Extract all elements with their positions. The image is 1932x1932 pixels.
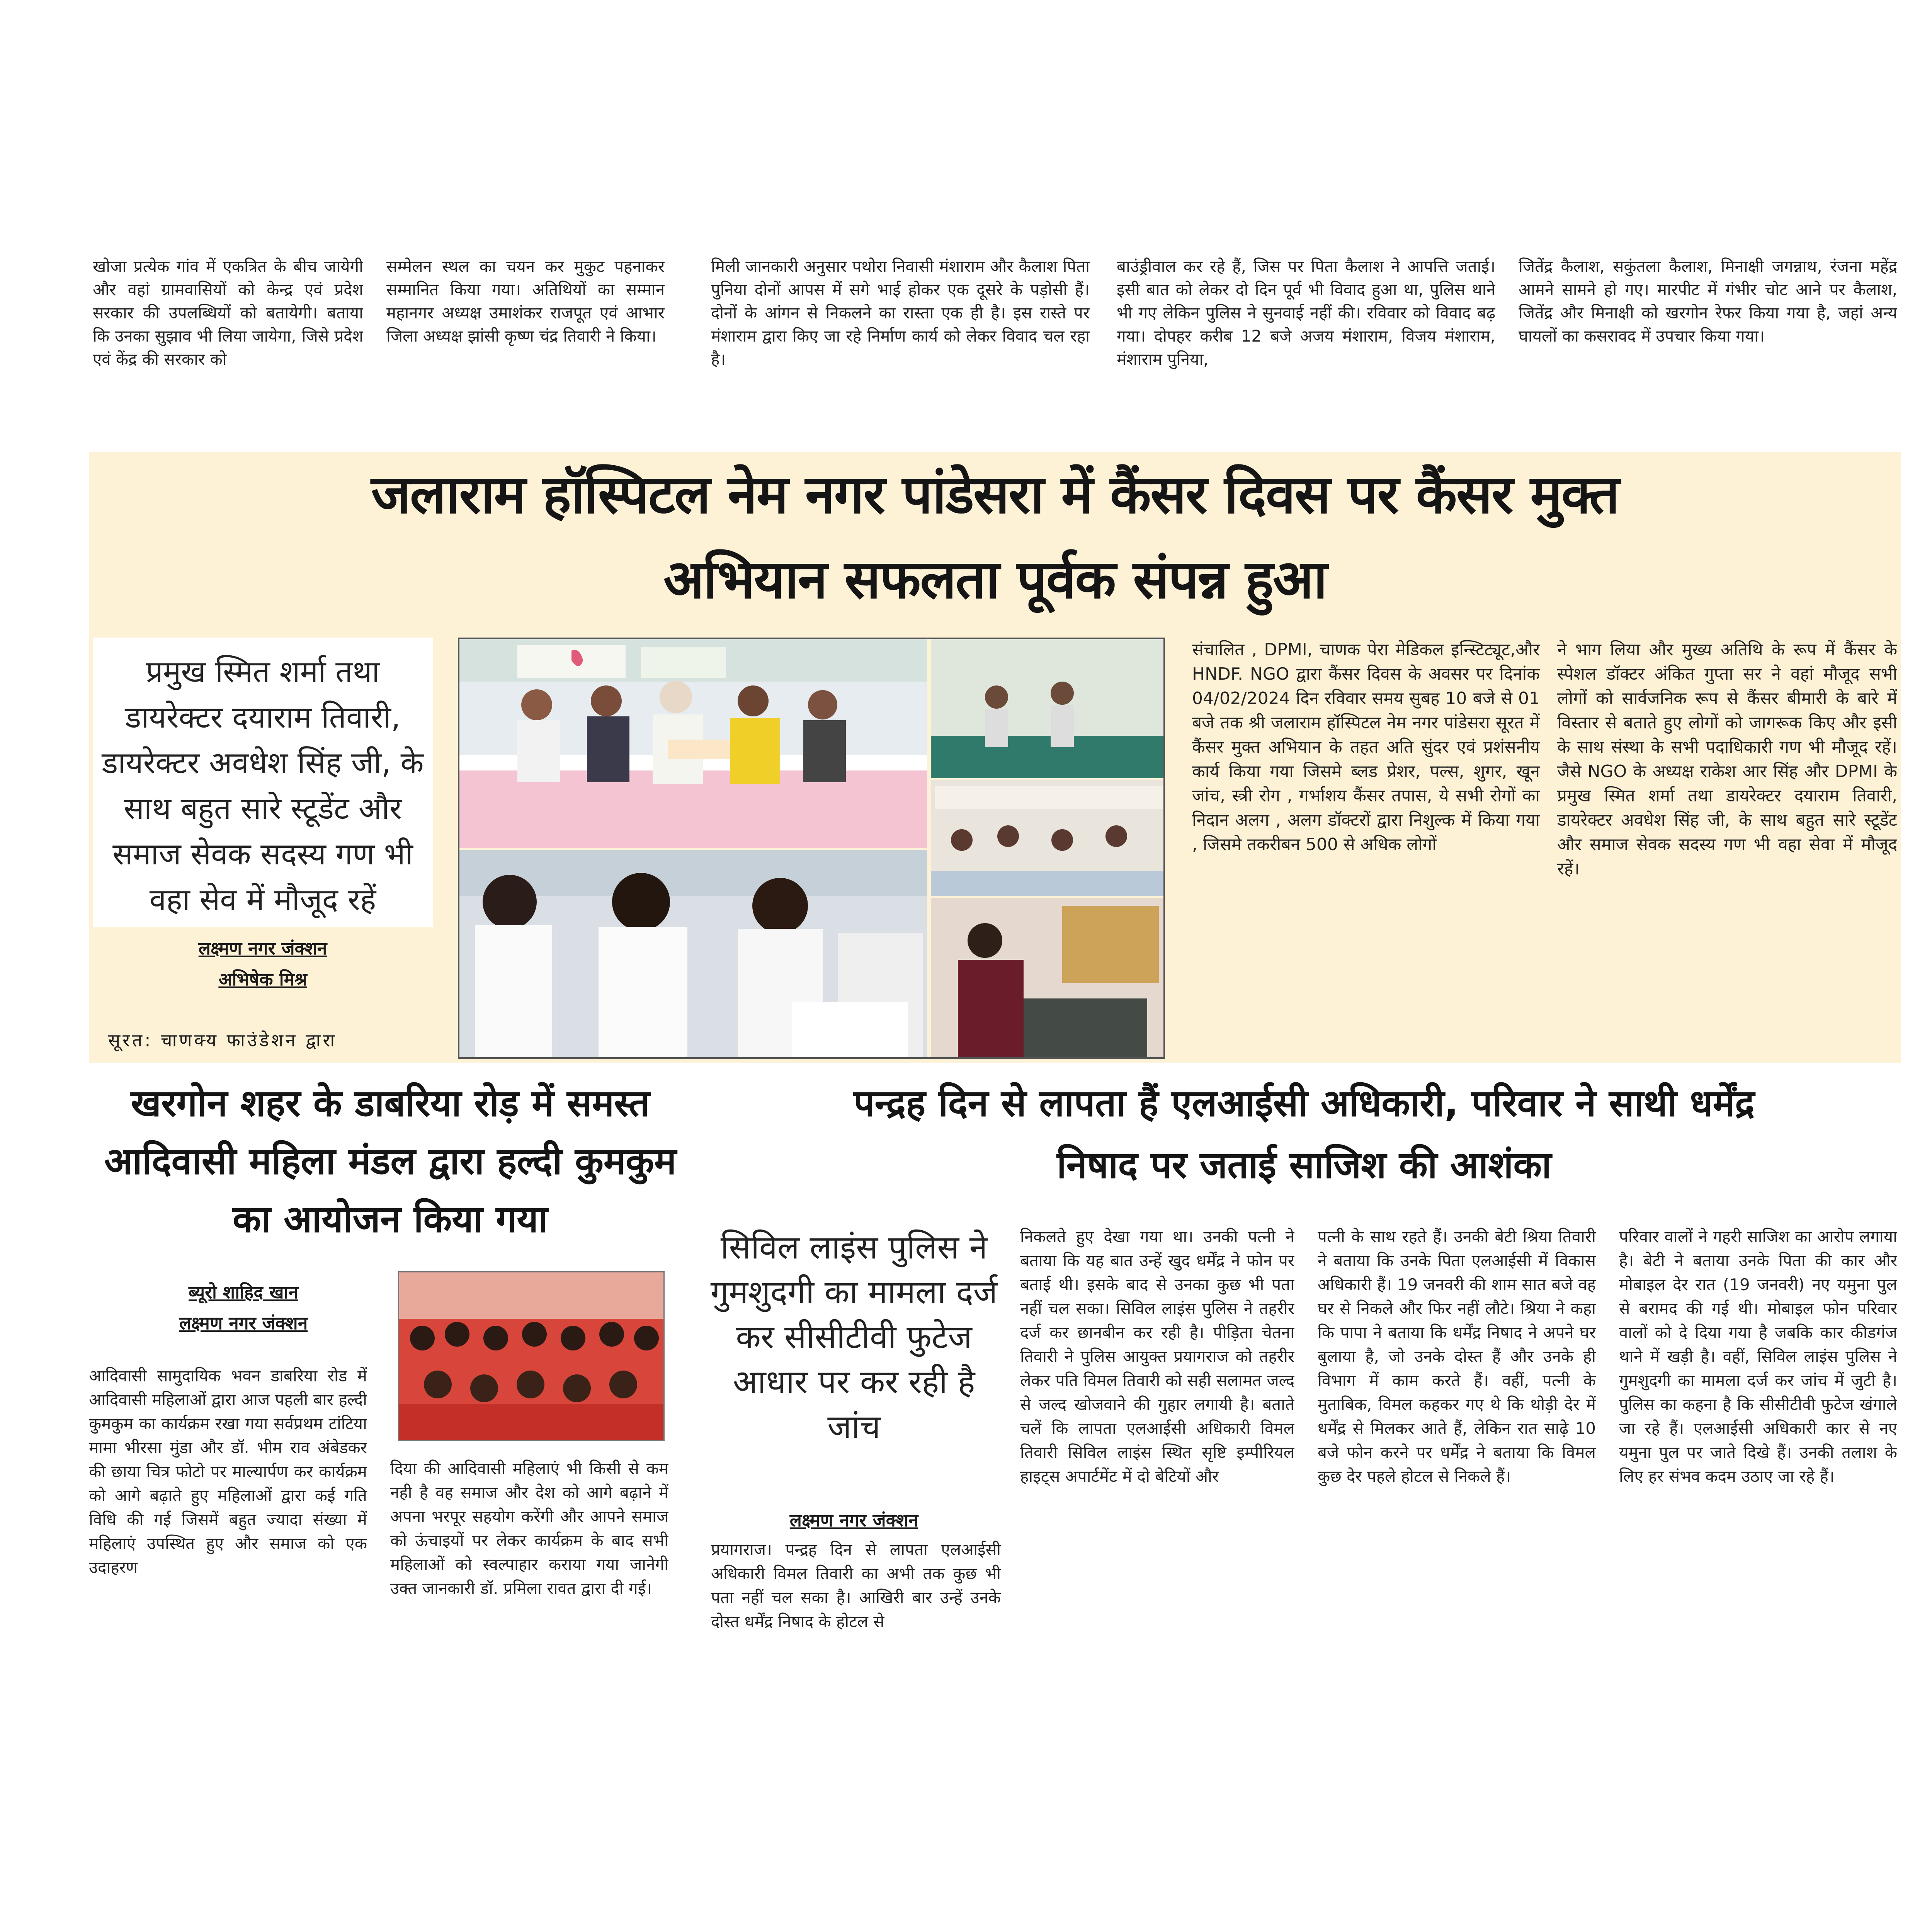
haldi-event-photo-image <box>399 1272 665 1441</box>
lic-story-column-4: परिवार वालों ने गहरी साजिश का आरोप लगाया है। बेटी ने बताया उनके पिता की कार और मोबाइल देर रात (19 जनवरी) नए यमुना पुल से बरामद की गई थी। मोबाइल फोन परिवार वालों को दे दिया गया है जबकि कार कीडगंज थाने में खड़ी है। वहीं, सिविल लाइंस पुलिस ने गुमशुदगी का मामला दर्ज कर जांच में जुटी है। पुलिस का कहना है कि सीसीटीवी फुटेज खंगाले जा रहे हैं। एलआईसी अधिकारी कार से नए यमुना पुल पर जाते दिखे हैं। उनकी तलाश के लिए हर संभव कदम उठाए जा रहे हैं। <box>1619 1227 1897 1486</box>
haldi-story-byline-name: ब्यूरो शाहिद खान <box>189 1282 298 1303</box>
cancer-story-highlight-text: प्रमुख स्मित शर्मा तथा डायरेक्टर दयाराम तिवारी, डायरेक्टर अवधेश सिंह जी, के साथ बहुत सारे स्टूडेंट और समाज सेवक सदस्य गण भी वहा सेव में मौजूद रहें <box>102 655 424 917</box>
top-strip-column-3: मिली जानकारी अनुसार पथोरा निवासी मंशाराम और कैलाश पिता पुनिया दोनों आपस में सगे भाई होकर एक दूसरे के पड़ोसी हैं। दोनों के आंगन से निकलने का रास्ता एक ही है। इस रास्ते पर मंशाराम द्वारा किए जा रहे निर्माण कार्य को लेकर विवाद चल रहा है। <box>711 257 1090 369</box>
lic-story-sidebar-highlight: सिविल लाइंस पुलिस ने गुमशुदगी का मामला दर्ज कर सीसीटीवी फुटेज आधार पर कर रही है जांच <box>710 1228 998 1446</box>
cancer-story-byline-place: लक्ष्मण नगर जंक्शन <box>198 938 327 959</box>
haldi-event-photo <box>398 1271 665 1441</box>
cancer-story-headline-line-2: अभियान सफलता पूर्वक संपन्न हुआ <box>663 548 1327 611</box>
top-strip-column-1: खोजा प्रत्येक गांव में एकत्रित के बीच जायेगी और वहां ग्रामवासियों को केन्द्र एवं प्रदेश सरकार की उपलब्धियों को बतायेगी। बताया कि उनका सुझाव भी लिया जायेगा, जिसे प्रदेश एवं केंद्र की सरकार को <box>93 257 363 369</box>
cancer-story-highlight-box <box>93 638 433 927</box>
top-strip-column-5: जितेंद्र कैलाश, सकुंतला कैलाश, मिनाक्षी जगन्नाथ, रंजना महेंद्र आमने सामने हो गए। मारपीट में गंभीर चोट आने पर कैलाश, जितेंद्र और मिनाक्षी को खरगोन रेफर किया गया है, जहां अन्य घायलों का कसरावद में उपचार किया गया। <box>1519 257 1897 345</box>
cancer-story-column-1: संचालित , DPMI, चाणक पेरा मेडिकल इन्स्टिट्यूट,और HNDF. NGO द्वारा कैंसर दिवस के अवसर पर दिनांक 04/02/2024 दिन रविवार समय सुबह 10 बजे से 01 बजे तक श्री जलाराम हॉस्पिटल नेम नगर पांडेसरा सूरत में कैंसर मुक्त अभियान के तहत अति सुंदर एवं प्रशंसनीय कार्य किया गया जिसमे ब्लड प्रेशर, पल्स, शुगर, खून जांच, स्त्री रोग , गर्भाशय कैंसर तपास, ये सभी रोगों का निदान अलग , अलग डॉक्टरों द्वारा निशुल्क में किया गया , जिसमे तकरीबन 500 से अधिक लोगों <box>1192 640 1540 854</box>
lic-story-byline-place: लक्ष्मण नगर जंक्शन <box>789 1510 918 1531</box>
cancer-camp-photo-collage-image <box>459 639 1165 1059</box>
lic-story-column-3: पत्नी के साथ रहते हैं। उनकी बेटी श्रिया तिवारी ने बताया कि उनके पिता एलआईसी में विकास अधिकारी हैं। 19 जनवरी की शाम सात बजे वह घर से निकले और फिर नहीं लौटे। श्रिया ने कहा कि पापा ने बताया कि धर्मेंद्र निषाद ने अपने घर बुलाया है, जो उनके दोस्त हैं और उनके ही विभाग में काम करते हैं। वहीं, पत्नी के मुताबिक, विमल कहकर गए थे कि थोड़ी देर में धर्मेंद्र से मिलकर आते हैं, लेकिन रात साढ़े 10 बजे फोन करने पर धर्मेंद्र ने बताया कि विमल कुछ देर पहले होटल से निकले हैं। <box>1318 1227 1596 1486</box>
cancer-story-column-2: ने भाग लिया और मुख्य अतिथि के रूप में कैंसर के स्पेशल डॉक्टर अंकित गुप्ता सर ने वहां मौजूद सभी लोगों को सार्वजनिक रूप से कैंसर बीमारी के बारे में विस्तार से बताते हुए लोगों को जागरूक किए और इसी के साथ संस्था के सभी पदाधिकारी गण भी मौजूद रहें। जैसे NGO के अध्यक्ष राकेश आर सिंह और DPMI के प्रमुख स्मित शर्मा तथा डायरेक्टर दयाराम तिवारी, डायरेक्टर अवधेश सिंह जी, के साथ बहुत सारे स्टूडेंट और समाज सेवक सदस्य गण भी वहा सेवा में मौजूद रहें। <box>1557 640 1897 879</box>
haldi-story-column-2: दिया की आदिवासी महिलाएं भी किसी से कम नही है वह समाज और देश को आगे बढ़ाने में अपना भरपूर सहयोग करेंगी और आपने समाज को ऊंचाइयों पर लेकर कार्यक्रम के बाद सभी महिलाओं को स्वल्पाहार कराया गया जानेगी उक्त जानकारी डॉ. प्रमिला रावत द्वारा दी गई। <box>390 1459 668 1598</box>
top-strip-column-4: बाउंड्रीवाल कर रहे हैं, जिस पर पिता कैलाश ने आपत्ति जताई। इसी बात को लेकर दो दिन पूर्व भी विवाद हुआ था, पुलिस थाने भी गए लेकिन पुलिस ने सुनवाई नहीं की। रविवार को विवाद बढ़ गया। दोपहर करीब 12 बजे अजय मंशाराम, विजय मंशाराम, मंशाराम पुनिया, <box>1117 257 1495 369</box>
lic-story-headline-line-2: निषाद पर जताई साजिश की आशंका <box>1056 1143 1552 1187</box>
cancer-story-headline-line-1: जलाराम हॉस्पिटल नेम नगर पांडेसरा में कैंसर दिवस पर कैंसर मुक्त <box>371 463 1619 526</box>
lic-story-headline-line-1: पन्द्रह दिन से लापता हैं एलआईसी अधिकारी, परिवार ने साथी धर्मेंद्र <box>854 1082 1755 1125</box>
lic-story-column-2: निकलते हुए देखा गया था। उनकी पत्नी ने बताया कि यह बात उन्हें खुद धर्मेंद्र ने फोन पर बताई थी। इसके बाद से उनका कुछ भी पता नहीं चल सका। सिविल लाइंस पुलिस ने तहरीर दर्ज कर छानबीन कर रही है। पीड़िता चेतना तिवारी ने पुलिस आयुक्त प्रयागराज को तहरीर लेकर पति विमल तिवारी को सही सलामत जल्द से जल्द खोजवाने की गुहार लगायी है। बताते चलें कि लापता एलआईसी अधिकारी विमल तिवारी सिविल लाइंस स्थित सृष्टि इम्पीरियल हाइट्स अपार्टमेंट में दो बेटियों और <box>1020 1227 1294 1486</box>
haldi-story-column-1: आदिवासी सामुदायिक भवन डाबरिया रोड में आदिवासी महिलाओं द्वारा आज पहली बार हल्दी कुमकुम का कार्यक्रम रखा गया सर्वप्रथम टांटिया मामा भीरसा मुंडा और डॉ. भीम राव अंबेडकर की छाया चित्र फोटो पर माल्यार्पण कर कार्यक्रम को आगे बढ़ाते हुए महिलाओं द्वारा कई गति विधि की गई जिसमें बहुत ज्यादा संख्या में महिलाएं उपस्थित हुए और समाज को एक उदाहरण <box>89 1366 367 1577</box>
lic-story-column-1: प्रयागराज। पन्द्रह दिन से लापता एलआईसी अधिकारी विमल तिवारी का अभी तक कुछ भी पता नहीं चल सका है। आखिरी बार उन्हें उनके दोस्त धर्मेंद्र निषाद के होटल से <box>711 1540 1001 1631</box>
top-strip-column-2: सम्मेलन स्थल का चयन कर मुकुट पहनाकर सम्मानित किया गया। अतिथियों का सम्मान महानगर अध्यक्ष उमाशंकर राजपूत एवं आभार जिला अध्यक्ष झांसी कृष्ण चंद्र तिवारी ने किया। <box>386 257 665 345</box>
cancer-camp-photo-collage <box>458 638 1165 1059</box>
haldi-story-headline: खरगोन शहर के डाबरिया रोड़ में समस्त आदिवासी महिला मंडल द्वारा हल्दी कुमकुम का आयोजन किया गया <box>104 1082 677 1241</box>
cancer-story-dateline: सूरत: चाणक्य फाउंडेशन द्वारा <box>108 1030 337 1051</box>
haldi-story-byline-place: लक्ष्मण नगर जंक्शन <box>179 1313 308 1333</box>
cancer-story-byline-name: अभिषेक मिश्र <box>218 969 307 990</box>
